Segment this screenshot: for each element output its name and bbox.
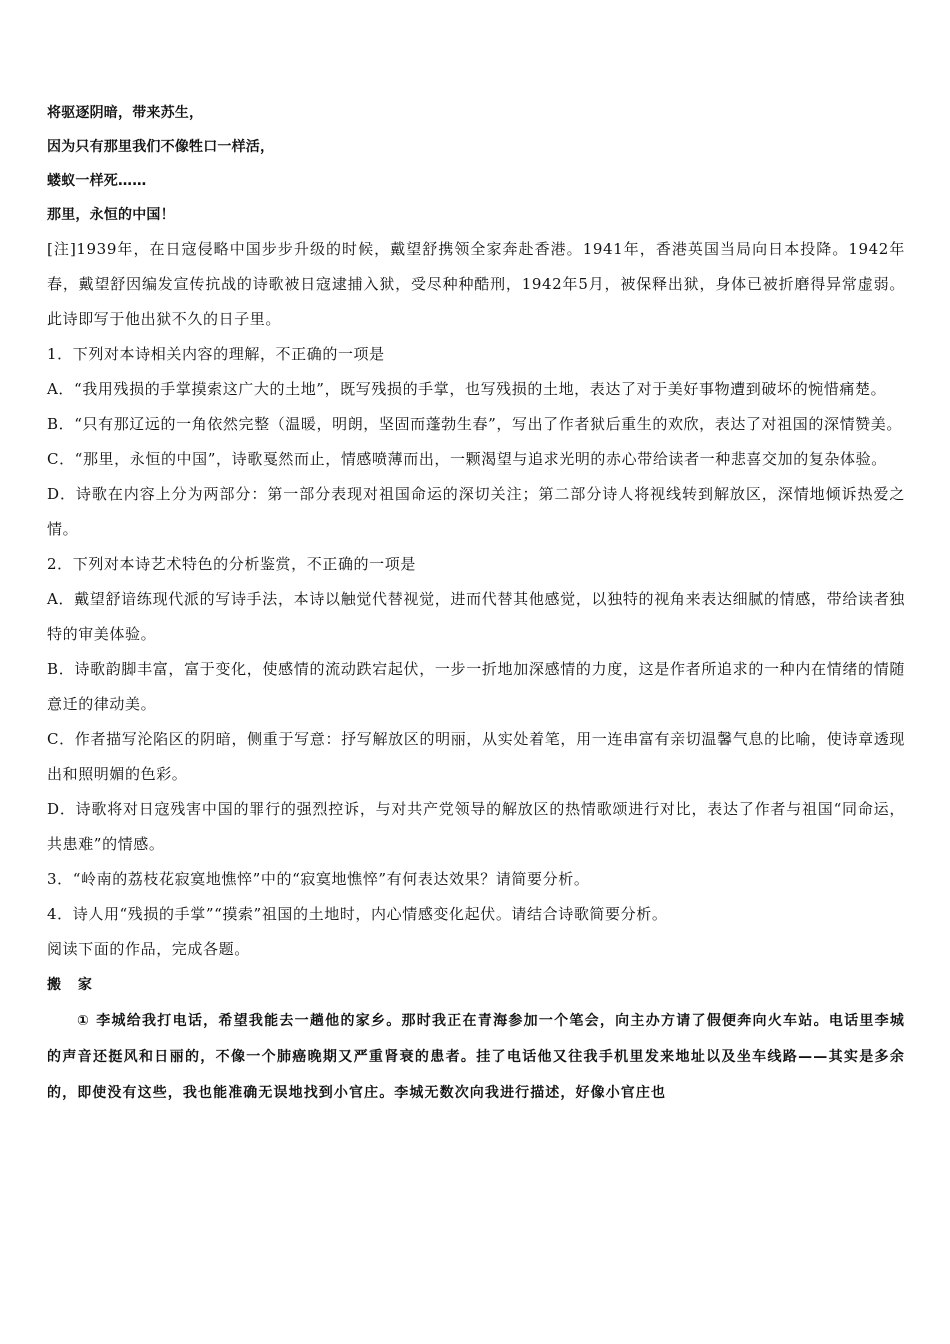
poem-excerpt — [47, 96, 905, 232]
poem-line: 因为只有那里我们不像牲口一样活， — [47, 139, 275, 155]
option-c: C．“那里，永恒的中国”，诗歌戛然而止，情感喷薄而出，一颗渴望与追求光明的赤心带给读者一种悲喜交加的复杂体验。 — [47, 450, 887, 468]
option-d: D．诗歌将对日寇残害中国的罪行的强烈控诉，与对共产党领导的解放区的热情歌颂进行对比，表达了作者与祖国“同命运，共患难”的情感。 — [47, 800, 905, 853]
annotation-note: [注]1939年，在日寇侵略中国步步升级的时候，戴望舒携领全家奔赴香港。1941年，香港英国当局向日本投降。1942年春，戴望舒因编发宣传抗战的诗歌被日寇逮捕入狱，受尽种种酷刑，1942年5月，被保释出狱，身体已被折磨得异常虚弱。此诗即写于他出狱不久的日子里。 — [47, 240, 905, 328]
option-d: D．诗歌在内容上分为两部分：第一部分表现对祖国命运的深切关注；第二部分诗人将视线转到解放区，深情地倾诉热爱之情。 — [47, 485, 905, 538]
option-c: C．作者描写沦陷区的阴暗，侧重于写意：抒写解放区的明丽，从实处着笔，用一连串富有亲切温馨气息的比喻，使诗章透现出和照明媚的色彩。 — [47, 730, 905, 783]
question-stem: 2．下列对本诗艺术特色的分析鉴赏，不正确的一项是 — [47, 555, 416, 573]
option-a: A．“我用残损的手掌摸索这广大的土地”，既写残损的手掌，也写残损的土地，表达了对于美好事物遭到破坏的惋惜痛楚。 — [47, 380, 887, 398]
question-2 — [47, 547, 905, 862]
option-b: B．诗歌韵脚丰富，富于变化，使感情的流动跌宕起伏，一步一折地加深感情的力度，这是作者所追求的一种内在情绪的情随意迁的律动美。 — [47, 660, 905, 713]
poem-line: 蝼蚁一样死…… — [47, 173, 147, 189]
reading-instruction: 阅读下面的作品，完成各题。 — [47, 940, 250, 958]
poem-line: 那里，永恒的中国！ — [47, 207, 175, 223]
story-paragraph: ① 李城给我打电话，希望我能去一趟他的家乡。那时我正在青海参加一个笔会，向主办方请了假便奔向火车站。电话里李城的声音还挺风和日丽的，不像一个肺癌晚期又严重肾衰的患者。挂了电话他又往我手机里发来地址以及坐车线路——其实是多余的，即使没有这些，我也能准确无误地找到小官庄。李城无数次向我进行描述，好像小官庄也 — [47, 1013, 905, 1101]
document-page — [47, 96, 905, 1111]
question-3: 3．“岭南的荔枝花寂寞地憔悴”中的“寂寞地憔悴”有何表达效果？请简要分析。 — [47, 870, 590, 888]
option-a: A．戴望舒谙练现代派的写诗手法，本诗以触觉代替视觉，进而代替其他感觉，以独特的视角来表达细腻的情感，带给读者独特的审美体验。 — [47, 590, 905, 643]
story-title: 搬 家 — [47, 977, 98, 993]
poem-line: 将驱逐阴暗，带来苏生， — [47, 105, 204, 121]
question-stem: 1．下列对本诗相关内容的理解，不正确的一项是 — [47, 345, 385, 363]
option-b: B．“只有那辽远的一角依然完整（温暖，明朗，坚固而蓬勃生春”，写出了作者狱后重生的欢欣，表达了对祖国的深情赞美。 — [47, 415, 902, 433]
question-4: 4．诗人用“残损的手掌”“摸索”祖国的土地时，内心情感变化起伏。请结合诗歌简要分析。 — [47, 905, 668, 923]
question-1 — [47, 337, 905, 547]
